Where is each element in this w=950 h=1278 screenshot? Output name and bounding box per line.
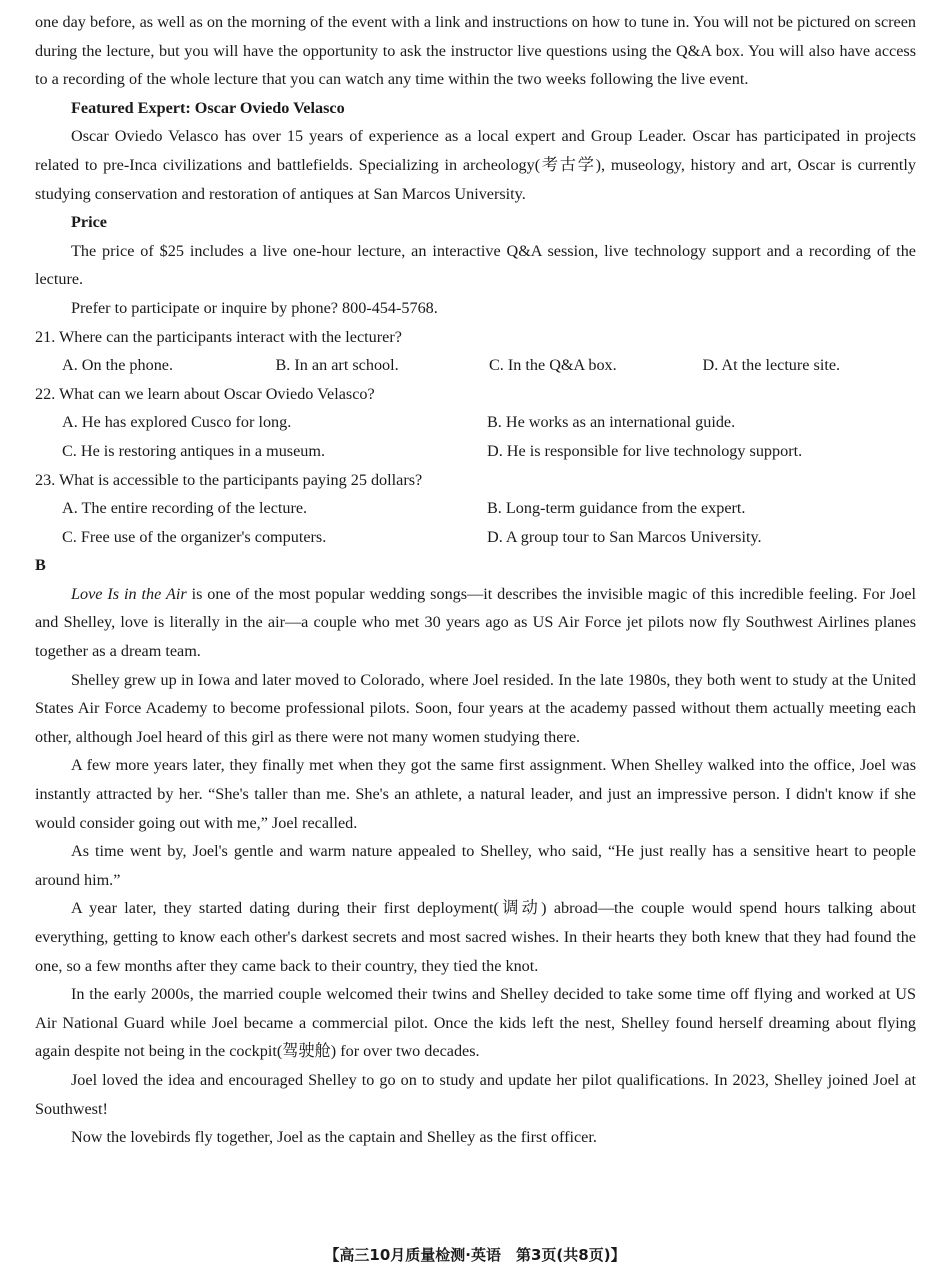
question-22-stem: 22. What can we learn about Oscar Oviedo Velasco? <box>35 384 375 403</box>
question-22-options-row-1 <box>35 408 916 437</box>
option-d: D. At the lecture site. <box>702 356 841 375</box>
passage-b-paragraph-1 <box>35 580 916 666</box>
option-c: C. Free use of the organizer's computers. <box>62 527 327 546</box>
option-a: A. On the phone. <box>62 356 174 375</box>
document-page <box>35 8 916 1152</box>
paragraph-1-text: is one of the most popular wedding songs—it describes the invisible magic of this incredible feeling. For Joel and Shelley, love is literally in the air—a couple who met 30 years ago as US Air Force jet pilots now fly Southwest Airlines planes together as a dream team. <box>35 584 916 661</box>
price-heading: Price <box>71 213 107 232</box>
intro-paragraph: one day before, as well as on the morning of the event with a link and instructions on how to tune in. You will not be pictured on screen during the lecture, but you will have the opportunity to ask the instructor live questions using the Q&A box. You will also have access to a recording of the whole lecture that you can watch any time within the two weeks following the live event. <box>35 13 916 89</box>
phone-paragraph: Prefer to participate or inquire by phone? 800-454-5768. <box>71 298 438 317</box>
expert-heading: Featured Expert: Oscar Oviedo Velasco <box>71 98 345 117</box>
passage-b-paragraph-7: Joel loved the idea and encouraged Shelley to go on to study and update her pilot qualifications. In 2023, Shelley joined Joel at Southwest! <box>35 1070 916 1118</box>
question-22-options-row-2 <box>35 437 916 466</box>
question-23-options-row-1 <box>35 494 916 523</box>
passage-b-paragraph-4: As time went by, Joel's gentle and warm nature appealed to Shelley, who said, “He just really has a sensitive heart to people around him.” <box>35 842 916 889</box>
song-title: Love Is in the Air <box>71 584 187 603</box>
option-a: A. The entire recording of the lecture. <box>62 499 308 518</box>
passage-b-paragraph-6: In the early 2000s, the married couple welcomed their twins and Shelley decided to take some time off flying and worked at US Air National Guard while Joel became a commercial pilot. Once the kids left the nest, Shelley found herself dreaming about flying again despite not being in the cockpit(驾驶舱) for over two decades. <box>35 985 916 1061</box>
price-paragraph: The price of $25 includes a live one-hour lecture, an interactive Q&A session, live technology support and a recording of the lecture. <box>35 241 916 289</box>
section-b-heading: B <box>35 556 46 575</box>
expert-paragraph: Oscar Oviedo Velasco has over 15 years of experience as a local expert and Group Leader. Oscar has participated in projects related to pre-Inca civilizations and battlefields. Specializing in archeology(考古学), museology, history and art, Oscar is currently studying conservation and restoration of antiques at San Marcos University. <box>35 127 916 203</box>
option-a: A. He has explored Cusco for long. <box>62 413 292 432</box>
option-b: B. He works as an international guide. <box>487 413 736 432</box>
question-21-options <box>35 351 916 380</box>
question-23-stem: 23. What is accessible to the participants paying 25 dollars? <box>35 470 423 489</box>
page-footer: 【高三10月质量检测·英语 第3页(共8页)】 <box>324 1246 626 1264</box>
option-b: B. Long-term guidance from the expert. <box>487 499 746 518</box>
option-b: B. In an art school. <box>275 356 399 375</box>
passage-b-paragraph-5: A year later, they started dating during their first deployment(调动) abroad—the couple would spend hours talking about everything, getting to know each other's darkest secrets and most sacred wishes. In their hearts they both knew that they had found the one, so a few months after they came back to their country, they tied the knot. <box>35 899 916 975</box>
passage-b-paragraph-8: Now the lovebirds fly together, Joel as the captain and Shelley as the first officer. <box>71 1128 597 1147</box>
passage-b-paragraph-3: A few more years later, they finally met when they got the same first assignment. When Shelley walked into the office, Joel was instantly attracted by her. “She's taller than me. She's an athlete, a natural leader, and just an impressive person. I didn't know if she would consider going out with me,” Joel recalled. <box>35 756 916 832</box>
question-21-stem: 21. Where can the participants interact with the lecturer? <box>35 327 402 346</box>
option-d: D. A group tour to San Marcos University. <box>487 527 762 546</box>
option-c: C. He is restoring antiques in a museum. <box>62 441 326 460</box>
question-23-options-row-2 <box>35 523 916 552</box>
option-d: D. He is responsible for live technology support. <box>487 441 803 460</box>
passage-b-paragraph-2: Shelley grew up in Iowa and later moved to Colorado, where Joel resided. In the late 1980s, they both went to study at the United States Air Force Academy to become professional pilots. Soon, four years at the academy passed without them actually meeting each other, although Joel heard of this girl as there were not many women studying there. <box>35 670 916 746</box>
option-c: C. In the Q&A box. <box>489 356 617 375</box>
